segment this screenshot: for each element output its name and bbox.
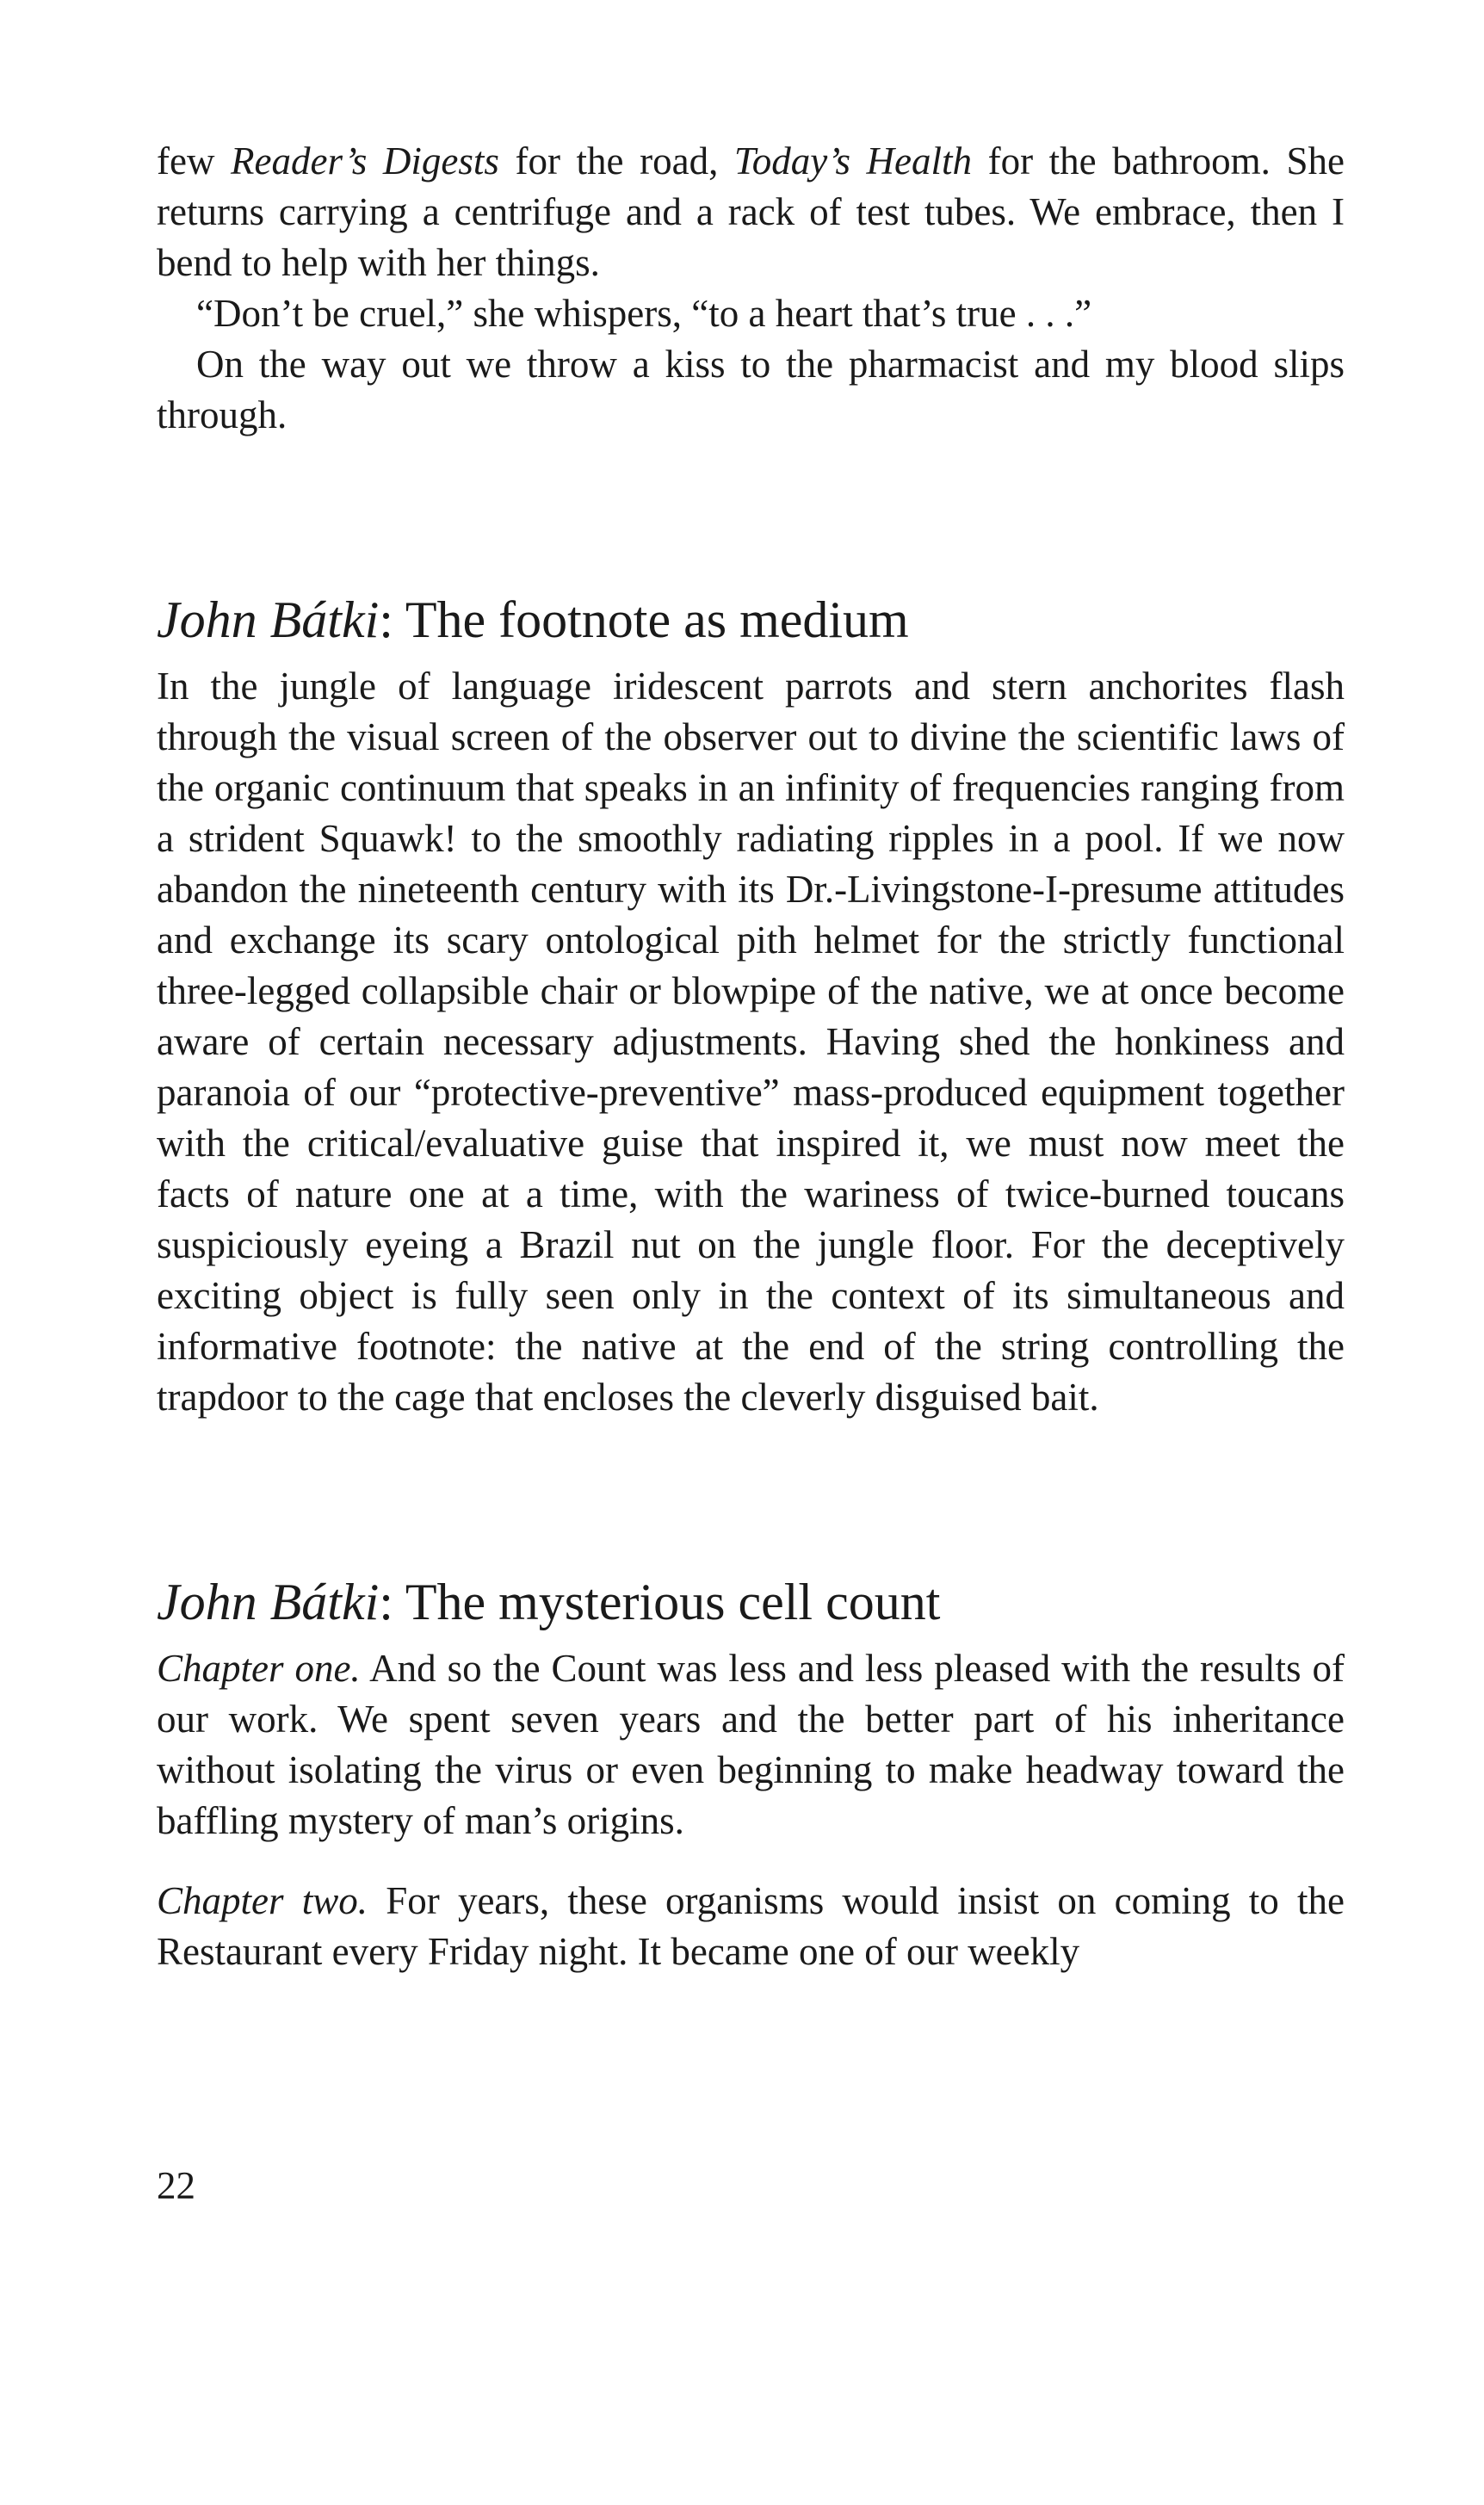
chapter-text: And so the Count was less and less pleased with the results of our work. We spent seven years and the better part of his inheritance without isolating the virus or even beginning to make headway toward the baffling mystery of man’s origins. [157, 1647, 1345, 1842]
section-title: The footnote as medium [405, 591, 909, 648]
opening-paragraph-2: “Don’t be cruel,” she whispers, “to a heart that’s true . . .” [196, 292, 1092, 335]
book-page [157, 136, 1345, 1977]
heading-separator: : [379, 1574, 405, 1630]
page-number: 22 [157, 2164, 195, 2207]
section-title: The mysterious cell count [405, 1574, 941, 1630]
chapter-label: Chapter one. [157, 1647, 361, 1690]
chapter-text: For years, these organisms would insist on coming to the Restaurant every Friday night. It became one of our weekly [157, 1879, 1345, 1973]
section-author: John Bátki [157, 591, 380, 648]
opening-paragraph-3: On the way out we throw a kiss to the pharmacist and my blood slips through. [157, 343, 1345, 436]
opening-paragraph-1 [157, 136, 1345, 288]
chapter-label: Chapter two. [157, 1879, 368, 1922]
section-author: John Bátki [157, 1574, 380, 1630]
text-run: for the bathroom. She returns carrying a centrifuge and a rack of test tubes. We embrace, then I bend to help with her things. [157, 139, 1345, 284]
opening-passage [157, 136, 1345, 441]
chapter-one-paragraph [157, 1643, 1345, 1846]
text-run: few [157, 139, 232, 182]
italic-title-readers-digests: Reader’s Digests [231, 139, 499, 182]
footnote-essay-body: In the jungle of language iridescent parrots and stern anchorites flash through the visual screen of the observer out to divine the scientific laws of the organic continuum that speaks in an infinity of frequencies ranging from a strident Squawk! to the smoothly radiating ripples in a pool. If we now abandon the nineteenth century with its Dr.-Livingstone-I-presume attitudes and exchange its scary ontological pith helmet for the strictly functional three-legged collapsible chair or blowpipe of the native, we at once become aware of certain necessary adjustments. Having shed the honkiness and paranoia of our “protective-preventive” mass-produced equipment together with the critical/evaluative guise that inspired it, we must now meet the facts of nature one at a time, with the wariness of twice-burned toucans suspiciously eyeing a Brazil nut on the jungle floor. For the deceptively exciting object is fully seen only in the context of its simultaneous and informative footnote: the native at the end of the string controlling the trapdoor to the cage that encloses the cleverly disguised bait. [157, 665, 1345, 1419]
section-heading-footnote [157, 589, 1345, 651]
text-run: for the road, [498, 139, 734, 182]
heading-separator: : [379, 591, 405, 648]
chapter-two-paragraph [157, 1876, 1345, 1977]
section-heading-cell-count [157, 1571, 1345, 1633]
italic-title-todays-health: Today’s Health [733, 139, 973, 182]
